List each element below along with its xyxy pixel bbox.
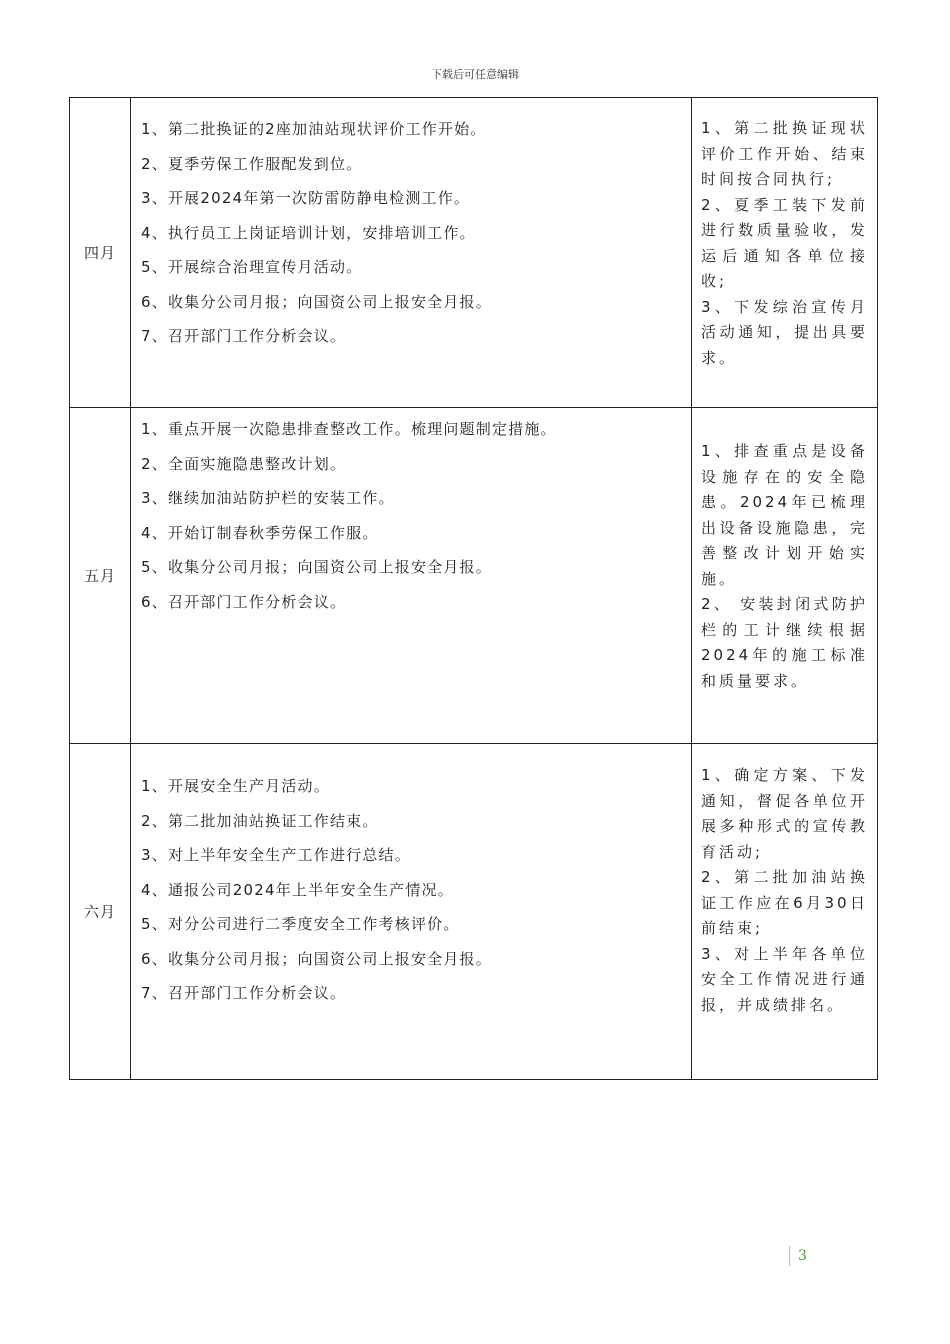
- task-item: 4、执行员工上岗证培训计划，安排培训工作。: [141, 223, 476, 242]
- task-list: [131, 744, 691, 1011]
- task-item: 6、召开部门工作分析会议。: [141, 592, 347, 611]
- task-item: 7、召开部门工作分析会议。: [141, 327, 347, 345]
- month-cell: 六月: [70, 744, 131, 1080]
- task-item: 6、收集分公司月报；向国资公司上报安全月报。: [141, 292, 492, 311]
- task-item: 5、开展综合治理宣传月活动。: [141, 258, 363, 276]
- month-cell: 四月: [70, 98, 131, 408]
- notes-text: 1、第二批换证现状评价工作开始、结束时间按合同执行; 2、夏季工装下发前进行数质量验收，发运后通知各单位接收; 3、下发综治宣传月活动通知，提出具要求。: [701, 119, 868, 367]
- task-item: 5、对分公司进行二季度安全工作考核评价。: [141, 915, 460, 933]
- notes-text: 1、排查重点是设备设施存在的安全隐患。2024年已梳理出设备设施隐患，完善整改计划开始实施。 2、 安装封闭式防护栏的工计继续根据2024年的施工标准和质量要求。: [701, 442, 868, 690]
- notes-cell: [692, 408, 878, 744]
- task-item: 3、继续加油站防护栏的安装工作。: [141, 489, 395, 507]
- task-item: 2、第二批加油站换证工作结束。: [141, 811, 379, 830]
- task-item: 3、对上半年安全生产工作进行总结。: [141, 846, 411, 864]
- table-row-may: [70, 408, 878, 744]
- notes-text: 1、确定方案、下发通知，督促各单位开展多种形式的宣传教育活动; 2、第二批加油站换证工作应在6月30日前结束; 3、对上半年各单位安全工作情况进行通报，并成绩排名。: [701, 766, 868, 1014]
- task-item: 4、开始订制春秋季劳保工作服。: [141, 523, 379, 542]
- table-row-june: [70, 744, 878, 1080]
- monthly-plan-table: [69, 97, 878, 1080]
- task-item: 2、夏季劳保工作服配发到位。: [141, 154, 363, 173]
- task-item: 6、收集分公司月报；向国资公司上报安全月报。: [141, 949, 492, 968]
- month-cell: 五月: [70, 408, 131, 744]
- task-item: 2、全面实施隐患整改计划。: [141, 454, 347, 473]
- task-item: 1、开展安全生产月活动。: [141, 777, 330, 795]
- task-item: 7、召开部门工作分析会议。: [141, 984, 347, 1002]
- task-list: [131, 98, 691, 354]
- page-number: 3: [789, 1246, 807, 1266]
- tasks-cell: [131, 408, 692, 744]
- notes-cell: [692, 744, 878, 1080]
- task-item: 5、收集分公司月报；向国资公司上报安全月报。: [141, 558, 492, 576]
- tasks-cell: [131, 98, 692, 408]
- task-item: 4、通报公司2024年上半年安全生产情况。: [141, 880, 454, 899]
- task-item: 3、开展2024年第一次防雷防静电检测工作。: [141, 189, 471, 207]
- notes-cell: [692, 98, 878, 408]
- task-item: 1、第二批换证的2座加油站现状评价工作开始。: [141, 120, 487, 138]
- task-item: 1、重点开展一次隐患排查整改工作。梳理问题制定措施。: [141, 420, 557, 438]
- task-list: [131, 408, 691, 619]
- table-row-april: [70, 98, 878, 408]
- tasks-cell: [131, 744, 692, 1080]
- header-note: 下载后可任意编辑: [431, 68, 519, 81]
